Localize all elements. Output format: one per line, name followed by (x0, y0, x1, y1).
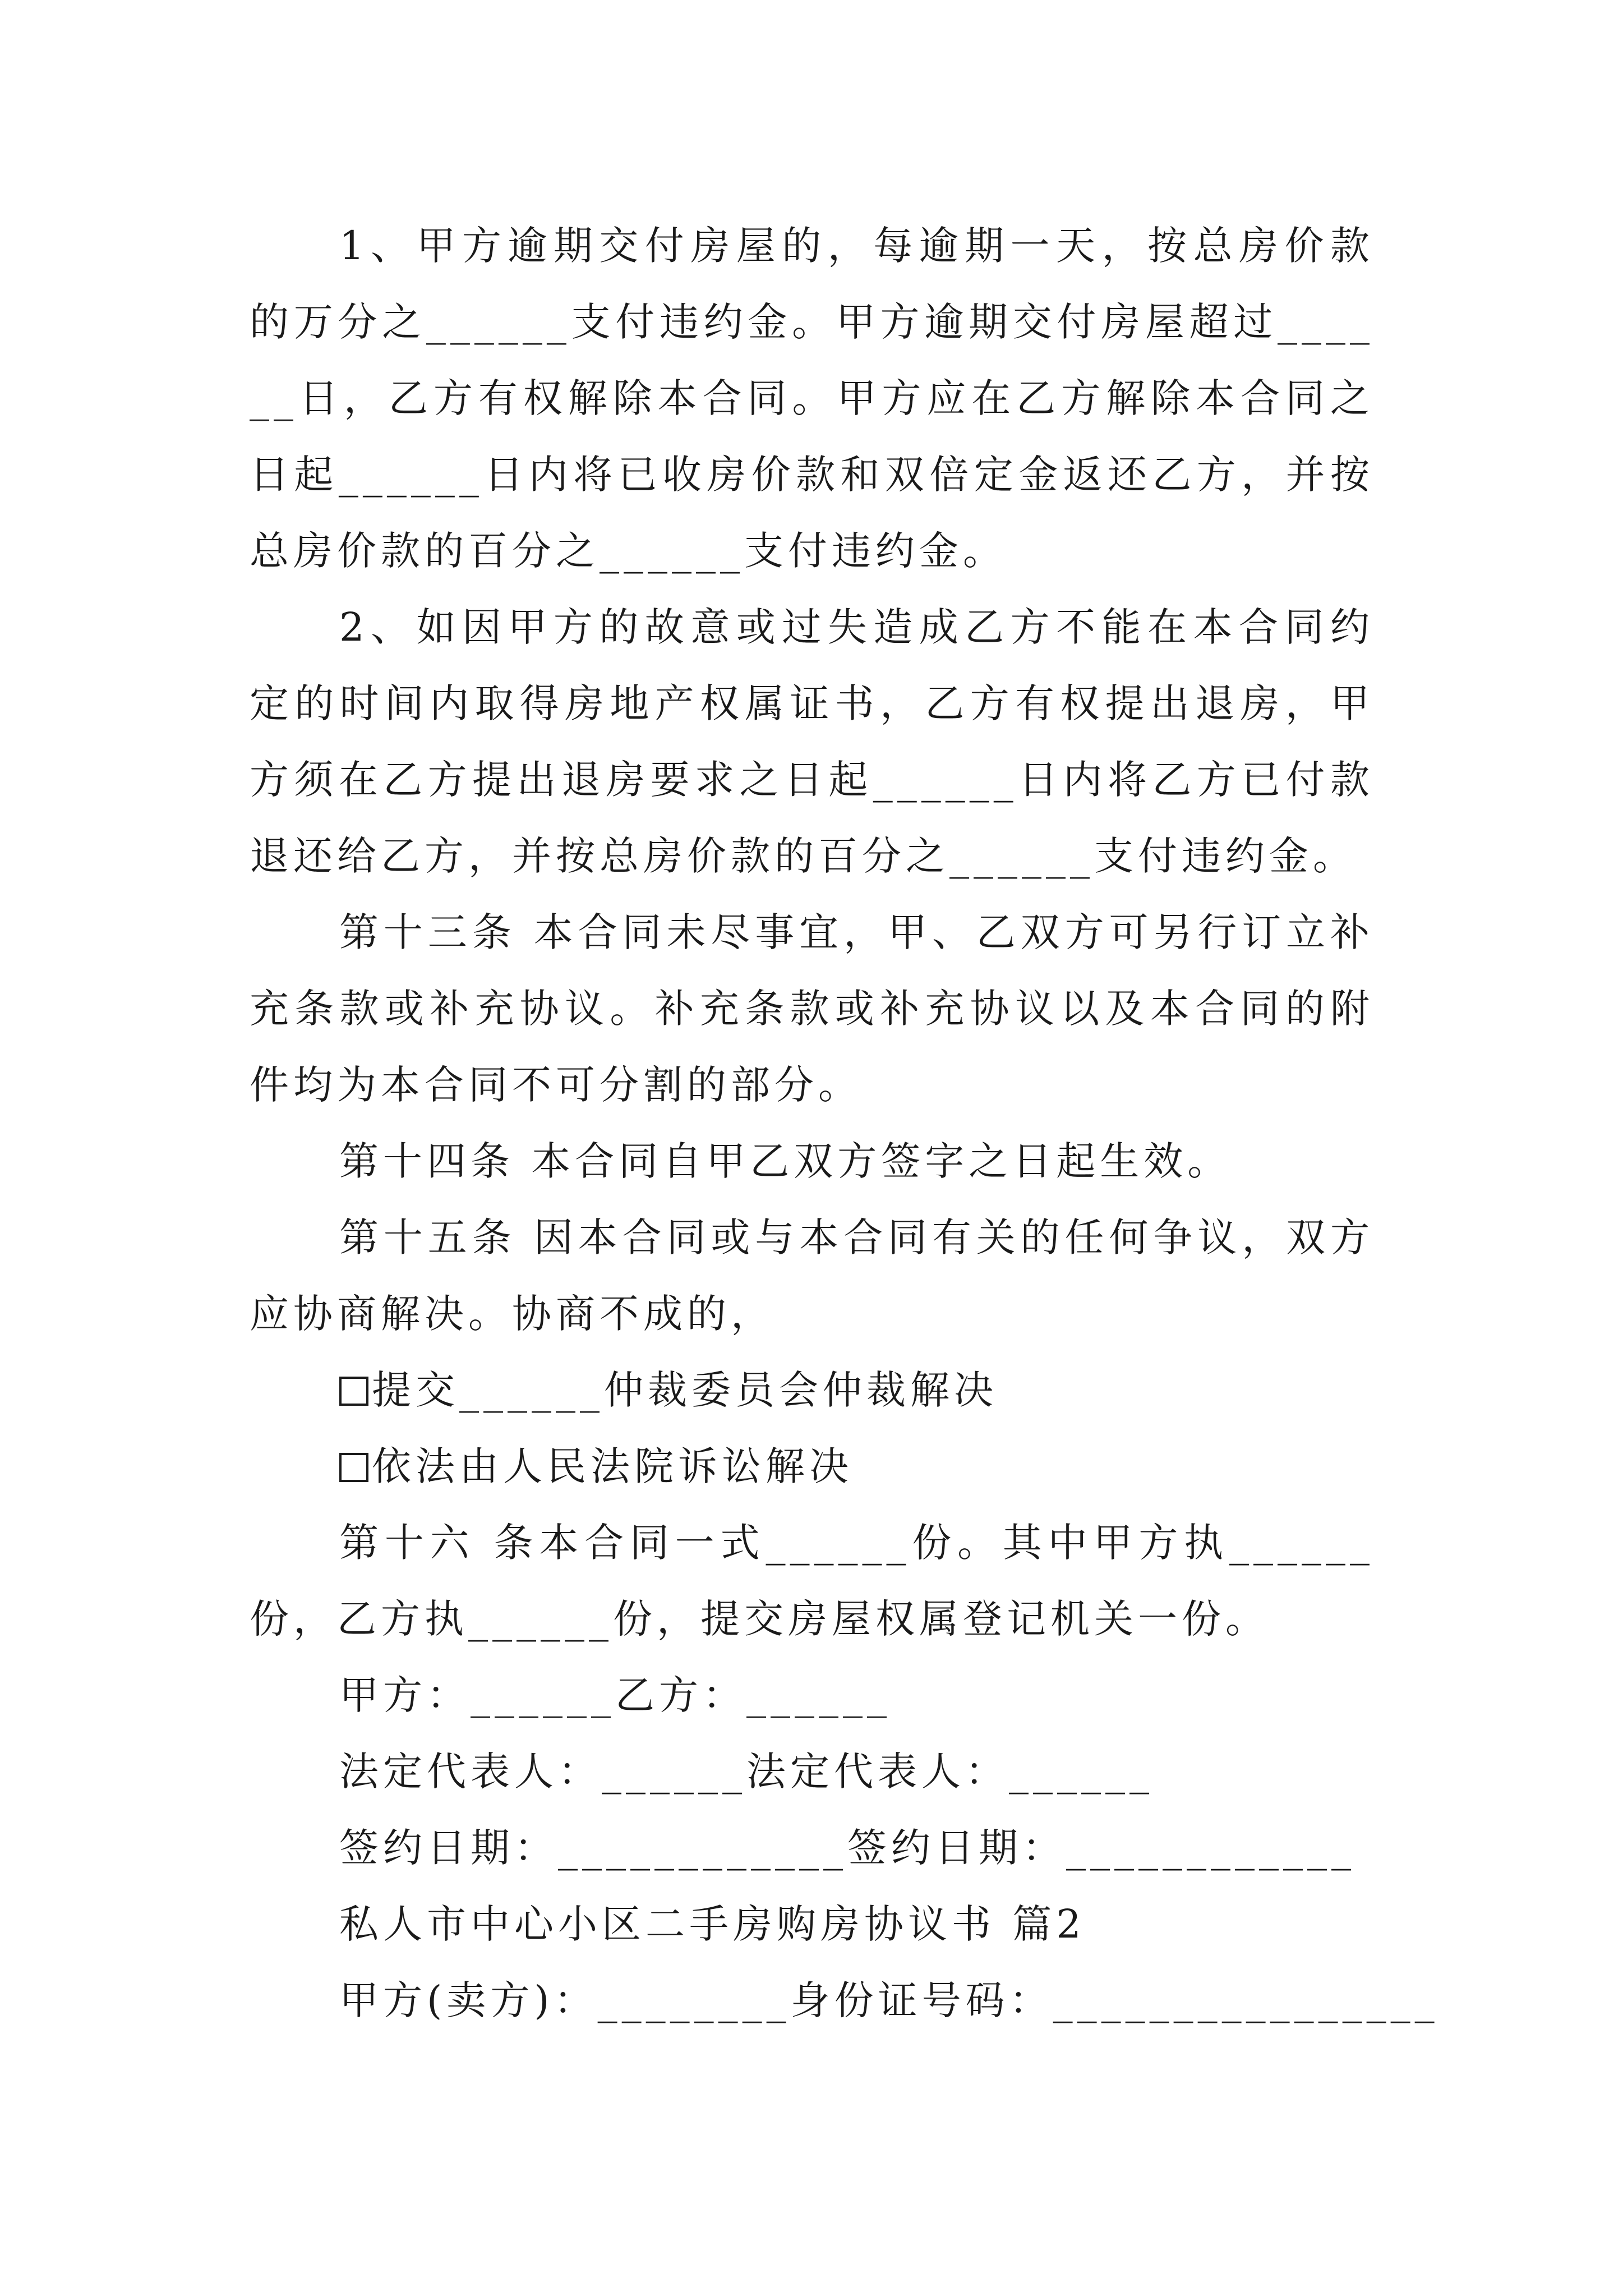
document-body (250, 208, 1439, 2039)
signing-date-line: 签约日期：____________签约日期：____________ (339, 1825, 1355, 1871)
checkbox-icon (339, 1377, 368, 1406)
article-16-paragraph: 第十六 条本合同一式______份。其中甲方执______份，乙方执______份，提交房屋权属登记机关一份。 (250, 1520, 1374, 1642)
option-litigation-text: 依法由人民法院诉讼解决 (372, 1443, 853, 1489)
clause-2-paragraph: 2、如因甲方的故意或过失造成乙方不能在本合同约定的时间内取得房地产权属证书，乙方有权提出退房，甲方须在乙方提出退房要求之日起______日内将乙方已付款退还给乙方，并按总房价款的百分之______支付违约金。 (250, 604, 1374, 879)
option-litigation (250, 1428, 1374, 1504)
checkbox-icon (339, 1453, 368, 1482)
option-arbitration (250, 1352, 1374, 1428)
option-arbitration-text: 提交______仲裁委员会仲裁解决 (372, 1367, 998, 1413)
representative-line: 法定代表人：______法定代表人：______ (339, 1749, 1154, 1795)
clause-1-paragraph: 1、甲方逾期交付房屋的，每逾期一天，按总房价款的万分之______支付违约金。甲方逾期交付房屋超过______日，乙方有权解除本合同。甲方应在乙方解除本合同之日起______日内将已收房价款和双倍定金返还乙方，并按总房价款的百分之______支付违约金。 (250, 223, 1374, 574)
seller-info-line: 甲方(卖方)：________身份证号码：________________ (339, 1977, 1439, 2023)
article-15-paragraph: 第十五条 因本合同或与本合同有关的任何争议，双方应协商解决。协商不成的， (250, 1214, 1374, 1337)
party-signature-line: 甲方：______乙方：______ (339, 1672, 891, 1718)
article-13-paragraph: 第十三条 本合同未尽事宜，甲、乙双方可另行订立补充条款或补充协议。补充条款或补充协议以及本合同的附件均为本合同不可分割的部分。 (250, 909, 1374, 1108)
section-heading: 私人市中心小区二手房购房协议书 篇2 (339, 1901, 1086, 1947)
article-14-paragraph: 第十四条 本合同自甲乙双方签字之日起生效。 (339, 1138, 1232, 1184)
